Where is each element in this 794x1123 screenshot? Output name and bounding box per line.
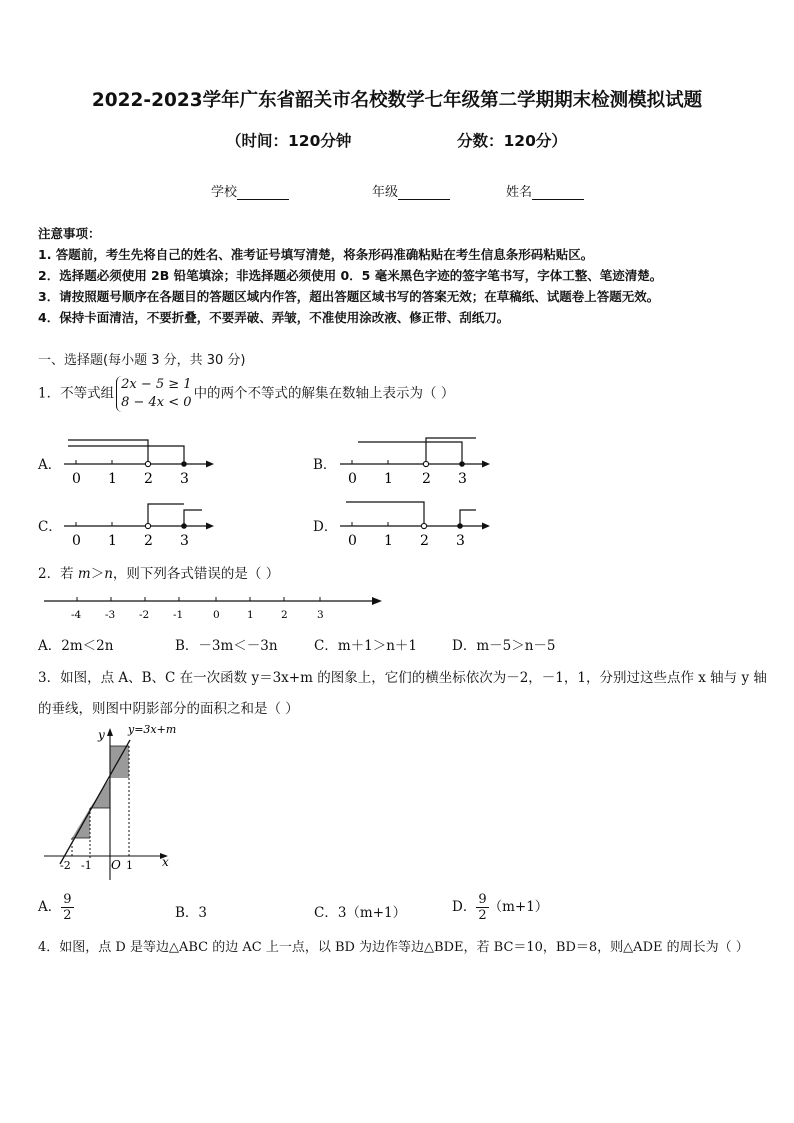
q3-option-d-tail: （m+1） — [488, 899, 549, 915]
q1-ineq-1: 2x − 5 ≥ 1 — [121, 377, 192, 392]
q3-option-d-fraction — [476, 892, 488, 923]
q3-option-d-label: D． — [452, 899, 477, 915]
page-title: 2022-2023学年广东省韶关市名校数学七年级第二学期期末检测模拟试题 — [91, 90, 703, 111]
tick-label: 2 — [144, 533, 153, 549]
grade-field[interactable] — [372, 181, 450, 200]
tick-label: -1 — [81, 859, 92, 872]
denominator: 2 — [478, 908, 487, 923]
shaded-rect — [110, 746, 129, 778]
section-heading: 一、选择题(每小题 3 分，共 30 分) — [38, 353, 246, 368]
q3-option-a[interactable] — [38, 892, 74, 923]
q2-numberline — [40, 590, 390, 624]
tick-label: 1 — [384, 533, 393, 549]
q2-option-d[interactable]: D．m－5＞n－5 — [452, 638, 556, 654]
tick-label: 1 — [108, 471, 117, 486]
tick-label: 3 — [458, 471, 467, 486]
q1-option-b-numberline — [336, 432, 496, 486]
origin-label: O — [111, 858, 121, 872]
tick-label: 1 — [247, 609, 254, 621]
tick-label: 3 — [180, 471, 189, 486]
numerator: 9 — [478, 892, 487, 907]
q2-var-n: n — [104, 566, 113, 582]
tick-label: 0 — [348, 533, 357, 549]
tick-label: 2 — [420, 533, 429, 549]
question-2-stem — [38, 562, 279, 582]
q1-option-c-numberline — [60, 496, 220, 550]
tick-label: 2 — [422, 471, 431, 486]
tick-label: 0 — [72, 533, 81, 549]
question-4-stem: 4．如图，点 D 是等边△ABC 的边 AC 上一点，以 BD 为边作等边△BDE，若 BC＝10，BD＝8，则△ADE 的周长为（ ） — [38, 940, 749, 955]
tick-label: 0 — [348, 471, 357, 486]
tick-label: -3 — [105, 609, 116, 621]
school-field[interactable] — [211, 181, 289, 200]
notice-item-1: 1. 答题前，考生先将自己的姓名、准考证号填写清楚，将条形码准确粘贴在考生信息条形码粘贴区。 — [38, 247, 594, 262]
grade-blank[interactable] — [398, 187, 450, 200]
exam-score: 分数：120分） — [457, 132, 567, 150]
q3-option-b[interactable]: B．3 — [175, 905, 208, 921]
notice-heading: 注意事项： — [38, 226, 101, 241]
tick-label: 0 — [72, 471, 81, 486]
q1-option-b-label[interactable]: B． — [313, 457, 337, 473]
q1a-ticks — [76, 460, 184, 464]
q1-option-d-numberline — [336, 496, 496, 550]
name-blank[interactable] — [532, 187, 584, 200]
notice-item-4: 4．保持卡面清洁，不要折叠，不要弄破、弄皱，不准使用涂改液、修正带、刮纸刀。 — [38, 310, 510, 325]
q1-ineq-2: 8 − 4x < 0 — [121, 395, 192, 410]
tick-label: 1 — [108, 533, 117, 549]
q2-gt: ＞ — [90, 566, 105, 582]
tick-label: -4 — [71, 609, 82, 621]
name-field[interactable] — [506, 181, 584, 200]
question-1-stem — [38, 376, 454, 412]
tick-label: -2 — [139, 609, 150, 621]
school-blank[interactable] — [237, 187, 289, 200]
notice-item-3: 3．请按照题号顺序在各题目的答题区域内作答，超出答题区域书写的答案无效；在草稿纸、试题卷上答题无效。 — [38, 289, 660, 304]
q1-prefix: 1．不等式组 — [38, 385, 115, 402]
q1-option-a-label[interactable]: A． — [38, 457, 62, 473]
tick-label: -1 — [173, 609, 184, 621]
q3-option-a-label: A． — [38, 899, 62, 915]
q2-option-a[interactable]: A．2m＜2n — [38, 638, 114, 654]
q1-option-c-label[interactable]: C． — [38, 519, 62, 535]
q3-option-c[interactable]: C．3（m+1） — [314, 905, 407, 921]
q2-option-c[interactable]: C．m＋1＞n＋1 — [314, 638, 418, 654]
tick-label: 1 — [384, 471, 393, 486]
school-label: 学校 — [211, 185, 238, 200]
name-label: 姓名 — [506, 185, 533, 200]
axis-y-label: y — [98, 728, 105, 742]
q2-option-b[interactable]: B．－3m＜－3n — [175, 638, 278, 654]
tick-label: 3 — [180, 533, 189, 549]
denominator: 2 — [63, 908, 72, 923]
tick-label: 1 — [126, 859, 133, 872]
q3-option-d[interactable] — [452, 892, 548, 923]
q1-suffix: 中的两个不等式的解集在数轴上表示为（ ） — [193, 385, 455, 402]
tick-label: 3 — [456, 533, 465, 549]
axis-x-label: x — [162, 855, 169, 869]
q1-option-a-numberline — [60, 432, 220, 486]
tick-label: -2 — [60, 859, 71, 872]
tick-label: 2 — [144, 471, 153, 486]
q3-function-graph — [38, 720, 188, 882]
numerator: 9 — [63, 892, 72, 907]
grade-label: 年级 — [372, 185, 399, 200]
q3-option-a-fraction — [61, 892, 73, 923]
question-3-line-1: 3．如图，点 A、B、C 在一次函数 y＝3x+m 的图象上，它们的横坐标依次为－2，－1，1，分别过这些点作 x 轴与 y 轴 — [38, 670, 767, 686]
q1-option-d-label[interactable]: D． — [313, 519, 338, 535]
tick-label: 0 — [213, 609, 220, 621]
notice-item-2: 2．选择题必须使用 2B 铅笔填涂；非选择题必须使用 0．5 毫米黑色字迹的签字笔书写，字体工整、笔迹清楚。 — [38, 268, 663, 283]
q2-var-m: m — [77, 566, 91, 582]
tick-label: 3 — [317, 609, 324, 621]
question-3-line-2: 的垂线，则图中阴影部分的面积之和是（ ） — [38, 701, 299, 717]
tick-label: 2 — [281, 609, 288, 621]
exam-time: （时间：120分钟 — [226, 132, 352, 150]
q1-inequality-system — [116, 376, 191, 412]
q2-stem-a: 2．若 — [38, 566, 78, 582]
q2-stem-b: ，则下列各式错误的是（ ） — [112, 566, 280, 582]
graph-label: y=3x+m — [128, 723, 177, 736]
shaded-triangle-1 — [72, 808, 90, 838]
